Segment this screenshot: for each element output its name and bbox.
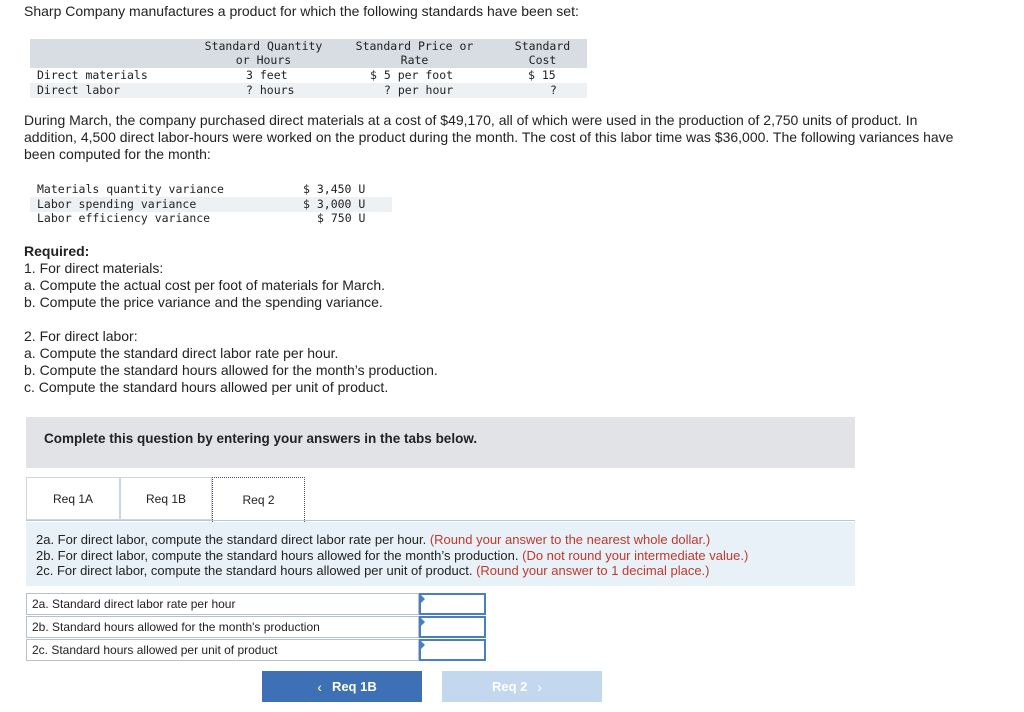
answer-label-2b: 2b. Standard hours allowed for the month's production	[26, 616, 419, 638]
tab-req-1a[interactable]: Req 1A	[26, 477, 120, 520]
row-label-direct-labor: Direct labor	[37, 83, 121, 97]
intro-text: Sharp Company manufactures a product for which the following standards have been set:	[24, 3, 579, 19]
answer-input-2a[interactable]	[419, 593, 486, 615]
problem-paragraph: During March, the company purchased direct materials at a cost of $49,170, all of which were used in the production of 2,750 units of product. In addition, 4,500 direct labor-hours were worked on the product during the month. The cost of this labor time was $36,000. The following variances have been computed for the month:	[24, 112, 954, 162]
header-std-price-1: Standard Price or	[355, 39, 474, 53]
instruction-main: 2a. For direct labor, compute the standard direct labor rate per hour.	[36, 532, 427, 547]
row-qty-direct-labor: ? hours	[246, 83, 295, 97]
instructions-text	[36, 532, 748, 579]
input-marker-icon	[420, 617, 425, 627]
prev-button[interactable]	[262, 671, 422, 702]
answer-table	[26, 593, 488, 662]
tab-divider	[26, 520, 855, 521]
row-qty-direct-materials: 3 feet	[246, 68, 288, 82]
instruction-main: 2c. For direct labor, compute the standard hours allowed per unit of product.	[36, 563, 473, 578]
instruction-main: 2b. For direct labor, compute the standard hours allowed for the month’s production.	[36, 547, 519, 563]
header-std-cost-2: Cost	[528, 53, 557, 67]
chevron-right-icon: ›	[537, 678, 543, 695]
instruction-line	[36, 548, 748, 564]
header-std-cost-1: Standard	[514, 39, 571, 53]
input-marker-icon	[420, 640, 425, 650]
required-part2-b: b. Compute the standard hours allowed for the month’s production.	[24, 362, 438, 378]
answer-label-2c: 2c. Standard hours allowed per unit of product	[26, 639, 419, 661]
row-cost-direct-materials: $ 15	[528, 68, 556, 82]
header-std-price-2: Rate	[400, 53, 429, 67]
row-price-direct-materials: $ 5 per foot	[370, 68, 454, 82]
tab-req-2[interactable]: Req 2	[212, 477, 305, 522]
next-button[interactable]	[442, 671, 602, 702]
instruction-note: (Round your answer to the nearest whole dollar.)	[429, 532, 711, 547]
row-cost-direct-labor: ?	[550, 83, 557, 97]
variance-value: $ 750 U	[317, 211, 366, 225]
required-part2-c: c. Compute the standard hours allowed per unit of product.	[24, 379, 389, 395]
variance-label: Labor efficiency variance	[37, 211, 211, 225]
answer-label-2a: 2a. Standard direct labor rate per hour	[26, 593, 419, 615]
tab-req-1b[interactable]: Req 1B	[120, 477, 212, 520]
variance-label: Materials quantity variance	[37, 182, 224, 196]
answer-input-2c[interactable]	[419, 639, 486, 661]
answer-input-2b[interactable]	[419, 616, 486, 638]
required-part1-a: a. Compute the actual cost per foot of materials for March.	[24, 277, 386, 293]
header-std-qty-2: or Hours	[235, 53, 292, 67]
chevron-left-icon: ‹	[317, 678, 322, 695]
next-button-label: Req 2	[491, 679, 528, 694]
required-part2-a: a. Compute the standard direct labor rate per hour.	[24, 345, 339, 361]
prev-button-label: Req 1B	[331, 679, 377, 694]
required-part1-b: b. Compute the price variance and the spending variance.	[24, 294, 383, 310]
required-title: Required:	[24, 243, 90, 259]
instruction-line	[36, 532, 748, 548]
input-marker-icon	[420, 594, 425, 604]
instruction-line	[36, 563, 748, 579]
row-label-direct-materials: Direct materials	[37, 68, 148, 82]
variance-value: $ 3,450 U	[303, 182, 366, 196]
instruction-note: (Do not round your intermediate value.)	[522, 547, 749, 563]
required-part2-heading: 2. For direct labor:	[24, 328, 138, 344]
variance-label: Labor spending variance	[37, 197, 197, 211]
banner-text: Complete this question by entering your answers in the tabs below.	[44, 431, 478, 446]
row-price-direct-labor: ? per hour	[384, 83, 454, 97]
required-part1-heading: 1. For direct materials:	[24, 260, 164, 276]
header-std-qty-1: Standard Quantity	[204, 39, 323, 53]
variance-value: $ 3,000 U	[303, 197, 366, 211]
instruction-note: (Round your answer to 1 decimal place.)	[476, 563, 710, 578]
